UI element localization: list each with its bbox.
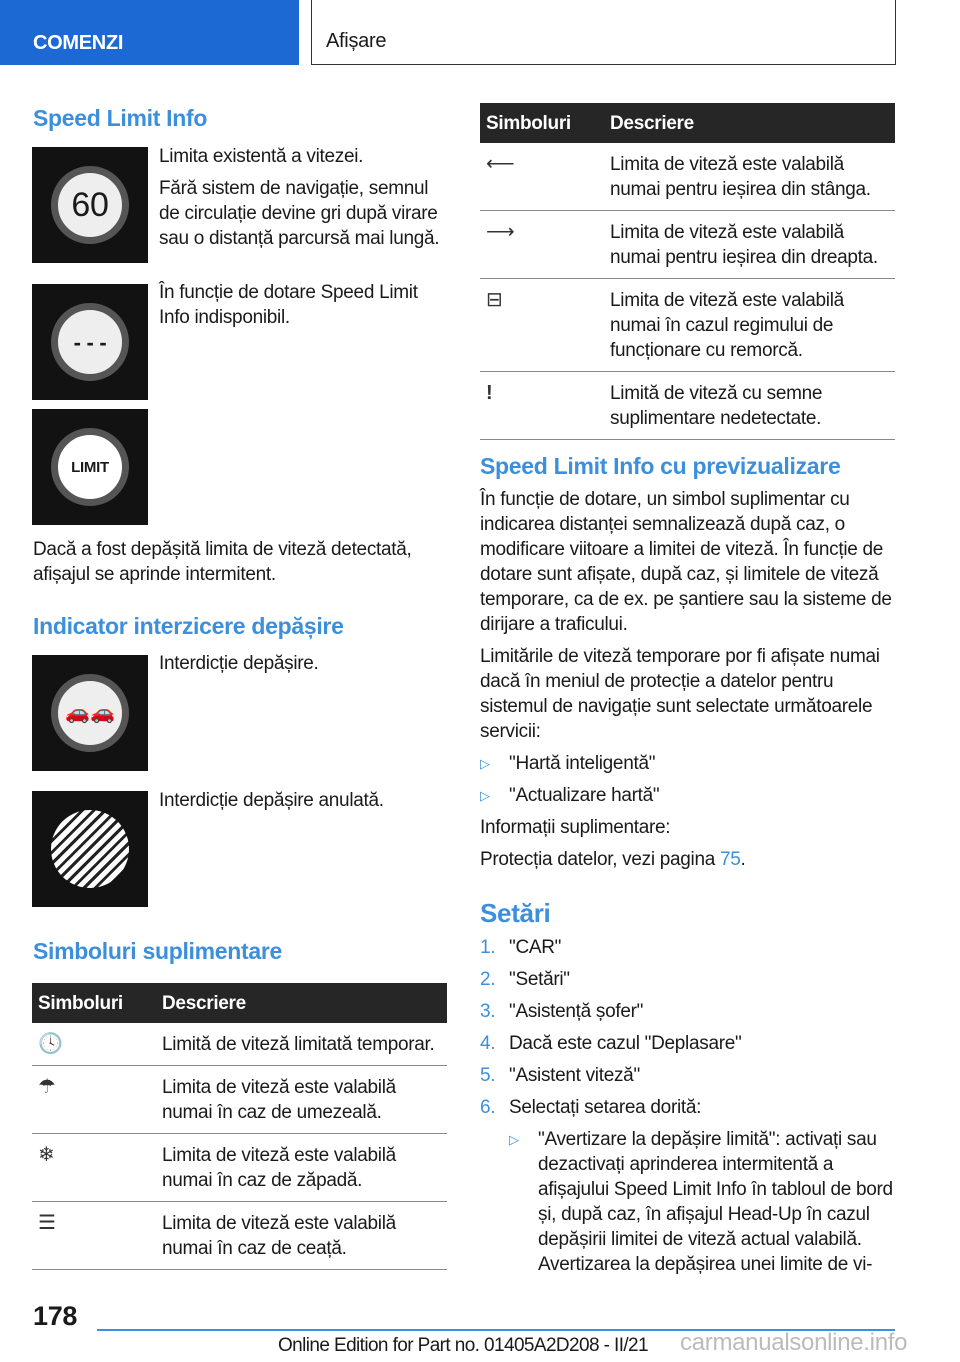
col-header: Simboluri [480, 103, 604, 143]
item-text: "Actualizare hartă" [509, 785, 660, 806]
step [480, 1063, 896, 1088]
cell: Limită de viteză cu semne suplimentare nedetectate. [604, 372, 895, 440]
cell: Limita de viteză este valabilă numai în caz de zăpadă. [156, 1134, 447, 1202]
snowflake-icon: ❄ [32, 1134, 156, 1202]
cell: Limita de viteză este valabilă numai pentru ieșirea din stânga. [604, 143, 895, 211]
step-text: "Asistență șofer" [509, 1001, 644, 1022]
step-number: 6. [480, 1097, 496, 1118]
col-header: Descriere [156, 983, 447, 1023]
section-tab: COMENZI [0, 0, 299, 65]
table-row [480, 279, 895, 372]
step [480, 999, 896, 1024]
text: Fără sistem de navigație, semnul de circulație devine gri după virare sau o distanță parcursă mai lungă. [159, 178, 440, 249]
step-number: 4. [480, 1033, 496, 1054]
step-number: 5. [480, 1065, 496, 1086]
text: În funcție de dotare, un simbol suplimentar cu indicarea distanței semnalizează după caz, o modificare viitoare a limitei de viteză. În funcție de dotare sunt afișate, după caz, și limitele de viteză temporare, ca de ex. pe șantiere sau la sisteme de dirijare a traficului. [480, 489, 892, 635]
item-text: "Avertizare la depășire limită": activați sau dezactivați aprinderea intermitentă a afișajului Speed Limit Info în tabloul de bord și, după caz, în afișajul Head-Up în cazul depășirii limitei de viteză actual valabilă. Avertizarea la depășirea unei limite de vi- [538, 1129, 893, 1275]
arrow-left-icon: ⟵ [480, 143, 604, 211]
watermark: carmanualsonline.info [680, 1329, 908, 1356]
step [480, 1031, 896, 1056]
step [480, 1095, 896, 1120]
no-overtaking-sign-icon: 🚗🚗 [32, 655, 148, 771]
text: Limita existentă a vitezei. [159, 146, 364, 167]
table-row [480, 211, 895, 279]
heading-preview: Speed Limit Info cu previzualizare [480, 453, 841, 479]
rain-icon: ☂ [32, 1066, 156, 1134]
list-item [480, 751, 896, 776]
list-item [480, 783, 896, 808]
preview-section [480, 487, 896, 872]
table-row [32, 1066, 447, 1134]
edition-text: Online Edition for Part no. 01405A2D208 - II/21 [278, 1335, 648, 1356]
speed-unavailable-sign-icon [32, 284, 148, 400]
trailer-icon: ⊟ [480, 279, 604, 372]
step [480, 967, 896, 992]
step [480, 935, 896, 960]
cell: Limita de viteză este valabilă numai în cazul regimului de funcționare cu remorcă. [604, 279, 895, 372]
step-number: 1. [480, 937, 496, 958]
cell: Limită de viteză limitată temporar. [156, 1023, 447, 1066]
heading-additional-symbols: Simboluri suplimentare [33, 938, 283, 964]
step-text: Dacă este cazul "Deplasare" [509, 1033, 742, 1054]
text: Limitările de viteză temporare por fi afișate numai dacă în meniul de protecție a datelor pentru sistemul de navigație sunt selectate următoarele servicii: [480, 646, 880, 742]
sign-text: LIMIT [51, 428, 129, 506]
text [480, 847, 896, 872]
table-row [480, 143, 895, 211]
exclamation-icon: ! [480, 372, 604, 440]
heading-settings: Setări [480, 898, 551, 928]
direction-symbols-table [480, 103, 895, 440]
text: Interdicție depășire anulată. [159, 790, 384, 811]
cell: Limita de viteză este valabilă numai pentru ieșirea din dreapta. [604, 211, 895, 279]
cell: Limita de viteză este valabilă numai în caz de ceață. [156, 1202, 447, 1270]
table-row [32, 1134, 447, 1202]
step-number: 2. [480, 969, 496, 990]
table-row [32, 1023, 447, 1066]
step-text: "Setări" [509, 969, 570, 990]
bullet-triangle-icon: ▷ [480, 788, 490, 803]
sub-item [480, 1127, 896, 1277]
text: Interdicție depășire. [159, 653, 319, 674]
step-number: 3. [480, 1001, 496, 1022]
col-header: Simboluri [32, 983, 156, 1023]
text: . [740, 849, 746, 870]
table-row [480, 372, 895, 440]
settings-steps [480, 935, 896, 1284]
text: În funcție de dotare Speed Limit Info indisponibil. [159, 282, 418, 328]
text: Protecția datelor, vezi pagina [480, 849, 715, 870]
subsection-title: Afișare [311, 0, 896, 65]
heading-overtaking: Indicator interzicere depășire [33, 613, 344, 639]
speed-60-sign-icon [32, 147, 148, 263]
fog-icon: ☰ [32, 1202, 156, 1270]
page-link[interactable]: 75 [719, 849, 741, 870]
col-header: Descriere [604, 103, 895, 143]
arrow-right-icon: ⟶ [480, 211, 604, 279]
limit-sign-icon [32, 409, 148, 525]
step-text: "Asistent viteză" [509, 1065, 640, 1086]
step-text: "CAR" [509, 937, 562, 958]
clock-icon: 🕓 [32, 1023, 156, 1066]
item-text: "Hartă inteligentă" [509, 753, 656, 774]
cell: Limita de viteză este valabilă numai în caz de umezeală. [156, 1066, 447, 1134]
end-no-overtaking-sign-icon [32, 791, 148, 907]
table-row [32, 1202, 447, 1270]
bullet-triangle-icon: ▷ [480, 756, 490, 771]
sign-text: - - - [51, 303, 129, 381]
heading-speed-limit-info: Speed Limit Info [33, 105, 208, 131]
additional-symbols-table [32, 983, 447, 1270]
page-number: 178 [33, 1301, 78, 1331]
text: Dacă a fost depășită limita de viteză detectată, afișajul se aprinde intermitent. [33, 539, 412, 585]
sign-text: 60 [51, 166, 129, 244]
bullet-triangle-icon: ▷ [509, 1132, 519, 1147]
text: Informații suplimentare: [480, 817, 671, 838]
step-text: Selectați setarea dorită: [509, 1097, 702, 1118]
